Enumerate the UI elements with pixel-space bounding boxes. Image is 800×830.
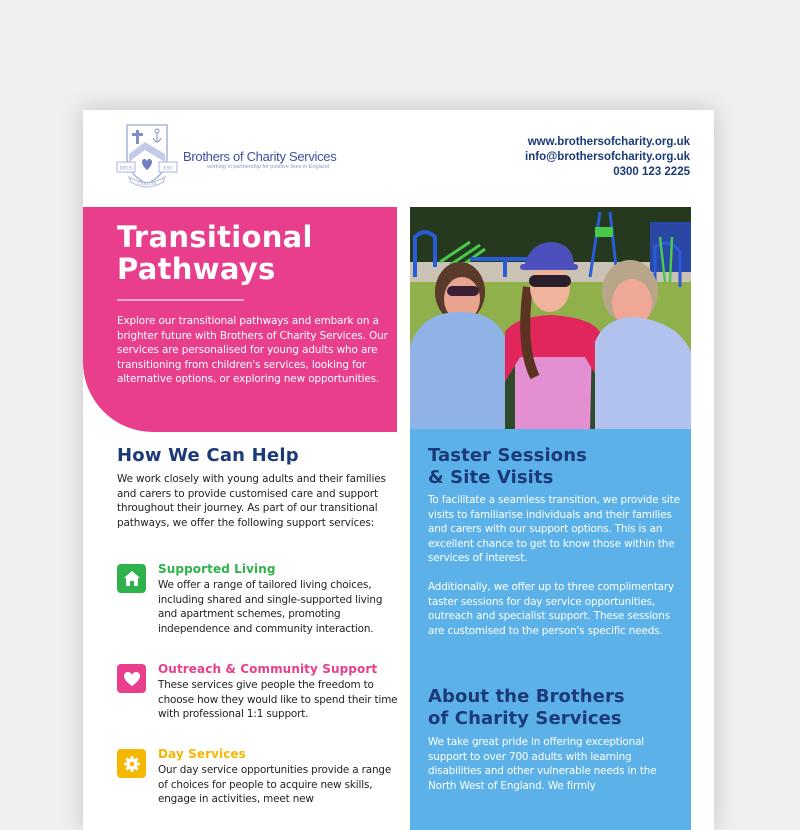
hero-title xyxy=(117,221,387,285)
about-title xyxy=(428,686,625,730)
info-panel xyxy=(410,433,691,830)
about-title-line1: About the Brothers xyxy=(428,686,625,707)
hero-photo xyxy=(410,207,691,433)
hero-title-line1: Transitional xyxy=(117,220,313,254)
taster-title xyxy=(428,445,587,489)
how-we-help-title: How We Can Help xyxy=(117,445,299,466)
service-description: Our day service opportunities provide a range of choices for people to acquire new skills, engage in activities, meet new xyxy=(158,764,392,806)
email-link[interactable]: info@brothersofcharity.org.uk xyxy=(525,151,690,163)
service-description: These services give people the freedom to choose how they would like to spend their time with professional 1:1 support. xyxy=(158,679,398,721)
logo-tagline: working in partnership for positive lives in England xyxy=(207,164,329,170)
hero-intro: Explore our transitional pathways and embark on a brighter future with Brothers of Charity Services. Our services are personalised for young adults who are transitioning from children's services, looking for alternative options, or exploring new opportunities. xyxy=(117,315,388,386)
brand-logo[interactable] xyxy=(115,122,335,194)
contact-block xyxy=(525,135,690,180)
service-description: We offer a range of tailored living choices, including shared and single-supported living and apartment schemes, promoting independence and community interaction. xyxy=(158,579,383,635)
about-paragraph: We take great pride in offering exceptional support to over 700 adults with learning disabilities and other vulnerable needs in the North West of England. We firmly xyxy=(428,736,657,792)
service-title: Outreach & Community Support xyxy=(158,662,378,676)
hero-divider xyxy=(117,299,244,301)
about-title-line2: of Charity Services xyxy=(428,708,622,729)
service-title: Day Services xyxy=(158,747,246,761)
home-icon xyxy=(117,564,146,593)
website-link[interactable]: www.brothersofcharity.org.uk xyxy=(527,136,690,148)
taster-paragraph-1: To facilitate a seamless transition, we provide site visits to familiarise individuals and their families and carers with our support options. This is an excellent chance to get to know those within the services of interest. xyxy=(428,494,680,565)
gear-icon xyxy=(117,749,146,778)
heart-icon xyxy=(117,664,146,693)
logo-name: Brothers of Charity Services xyxy=(183,149,337,164)
flyer-page xyxy=(83,110,714,830)
hero-panel xyxy=(83,207,397,432)
taster-paragraph-2: Additionally, we offer up to three complimentary taster sessions for day service opportunities, outreach and specialist support. These sessions are customised to the person's specific needs. xyxy=(428,581,674,637)
taster-title-line2: & Site Visits xyxy=(428,467,554,488)
svg-text:EST: EST xyxy=(163,166,173,172)
service-title: Supported Living xyxy=(158,562,276,576)
taster-title-line1: Taster Sessions xyxy=(428,445,587,466)
how-we-help-intro: We work closely with young adults and their families and carers to provide customised care and support throughout their journey. As part of our transitional pathways, we offer the following support services: xyxy=(117,473,386,529)
hero-title-line2: Pathways xyxy=(117,252,276,286)
svg-text:CARITAS: CARITAS xyxy=(137,181,157,186)
svg-text:DEUS: DEUS xyxy=(119,166,133,172)
photo-illustration xyxy=(410,207,691,433)
phone-number[interactable]: 0300 123 2225 xyxy=(613,166,690,178)
